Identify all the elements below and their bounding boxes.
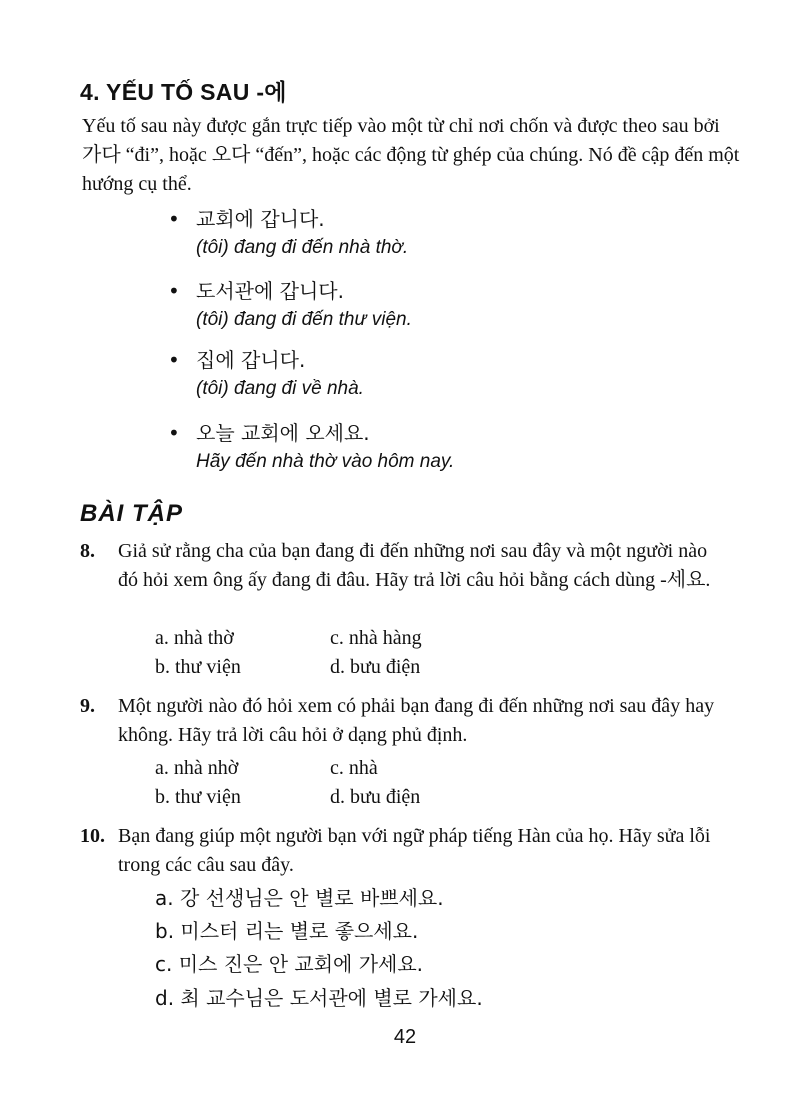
answer-option: a. 강 선생님은 안 별로 바쁘세요.	[155, 886, 444, 910]
example-item	[168, 345, 364, 403]
question-text: Giả sử rằng cha của bạn đang đi đến những nơi sau đây và một người nào đó hỏi xem ông ấy đang đi đâu. Hãy trả lời câu hỏi bằng cách dùng -세요.	[118, 540, 711, 591]
answer-option: d. bưu điện	[330, 656, 421, 678]
bullet-icon: •	[168, 207, 180, 231]
answer-option: a. nhà nhờ	[155, 757, 239, 779]
answer-option: d. 최 교수님은 도서관에 별로 가세요.	[155, 986, 483, 1010]
example-translation: Hãy đến nhà thờ vào hôm nay.	[196, 451, 455, 472]
answer-option: c. nhà hàng	[330, 627, 422, 649]
example-translation: (tôi) đang đi đến nhà thờ.	[196, 237, 409, 258]
question-number: 8.	[80, 540, 95, 562]
example-item	[168, 276, 412, 334]
question-text: Một người nào đó hỏi xem có phải bạn đang đi đến những nơi sau đây hay không. Hãy trả lời câu hỏi ở dạng phủ định.	[118, 695, 715, 746]
section-heading: 4. YẾU TỐ SAU -에	[80, 79, 287, 105]
example-item	[168, 204, 408, 262]
answer-option: c. nhà	[330, 757, 378, 779]
example-item	[168, 418, 454, 476]
answer-option: c. 미스 진은 안 교회에 가세요.	[155, 952, 424, 976]
example-translation: (tôi) đang đi đến thư viện.	[196, 309, 412, 330]
answer-option: a. nhà thờ	[155, 627, 234, 649]
example-translation: (tôi) đang đi về nhà.	[196, 378, 364, 399]
question-number: 9.	[80, 695, 95, 717]
page-number: 42	[393, 1026, 417, 1048]
section-paragraph: Yếu tố sau này được gắn trực tiếp vào một từ chỉ nơi chốn và được theo sau bởi 가다 “đi”, hoặc 오다 “đến”, hoặc các động từ ghép của chúng. Nó đề cập đến một hướng cụ thể.	[82, 115, 740, 195]
exercise-heading: BÀI TẬP	[80, 500, 183, 527]
answer-option: d. bưu điện	[330, 786, 421, 808]
answer-option: b. 미스터 리는 별로 좋으세요.	[155, 919, 419, 943]
example-korean: 도서관에 갑니다.	[196, 279, 344, 303]
bullet-icon: •	[168, 421, 180, 445]
example-korean: 교회에 갑니다.	[196, 207, 325, 231]
example-korean: 오늘 교회에 오세요.	[196, 421, 370, 445]
question-number: 10.	[80, 825, 105, 847]
answer-option: b. thư viện	[155, 786, 241, 808]
question-text: Bạn đang giúp một người bạn với ngữ pháp tiếng Hàn của họ. Hãy sửa lỗi trong các câu sau đây.	[118, 825, 711, 876]
bullet-icon: •	[168, 348, 180, 372]
answer-option: b. thư viện	[155, 656, 241, 678]
example-korean: 집에 갑니다.	[196, 348, 306, 372]
bullet-icon: •	[168, 279, 180, 303]
